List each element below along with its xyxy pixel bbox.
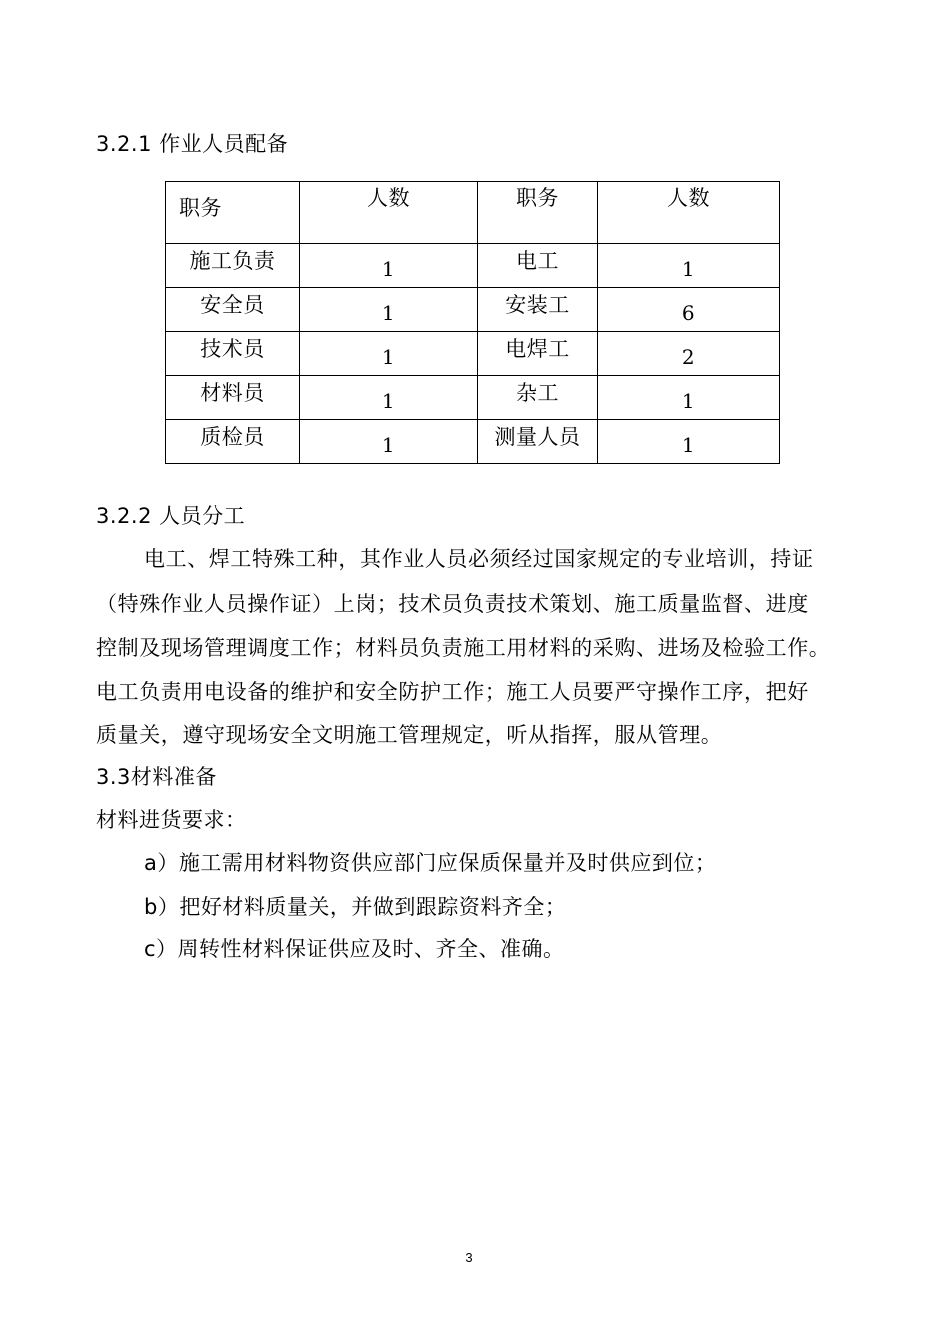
table-cell bbox=[598, 420, 780, 464]
table-row bbox=[166, 244, 780, 288]
table-cell bbox=[166, 244, 300, 288]
table-header-row bbox=[166, 182, 780, 244]
role-count: 1 bbox=[381, 345, 396, 369]
paragraph-line: 质量关，遵守现场安全文明施工管理规定，听从指挥，服从管理。 bbox=[96, 723, 723, 747]
table-header-cell bbox=[166, 182, 300, 244]
paragraph-line: 控制及现场管理调度工作；材料员负责施工用材料的采购、进场及检验工作。 bbox=[96, 636, 831, 660]
role-name: 质检员 bbox=[200, 425, 265, 449]
section-heading-division-of-labor: 3.2.2 人员分工 bbox=[96, 504, 246, 528]
table-row bbox=[166, 332, 780, 376]
table-cell bbox=[300, 332, 478, 376]
table-row bbox=[166, 420, 780, 464]
table-row bbox=[166, 288, 780, 332]
table-cell bbox=[166, 376, 300, 420]
table-cell bbox=[478, 376, 598, 420]
table-row bbox=[166, 376, 780, 420]
table-cell bbox=[598, 288, 780, 332]
role-count: 1 bbox=[381, 257, 396, 281]
role-count: 1 bbox=[681, 257, 696, 281]
table-cell bbox=[300, 288, 478, 332]
role-name: 施工负责 bbox=[189, 249, 276, 273]
role-count: 1 bbox=[681, 433, 696, 457]
table-header-cell bbox=[300, 182, 478, 244]
table-header-cell bbox=[478, 182, 598, 244]
table-cell bbox=[598, 376, 780, 420]
role-count: 1 bbox=[381, 433, 396, 457]
header-role-label: 职务 bbox=[516, 186, 559, 210]
role-name: 测量人员 bbox=[494, 425, 581, 449]
paragraph-line: 电工、焊工特殊工种，其作业人员必须经过国家规定的专业培训，持证 bbox=[144, 547, 814, 571]
header-role-label: 职务 bbox=[179, 196, 222, 220]
role-count: 1 bbox=[381, 301, 396, 325]
table-cell bbox=[598, 244, 780, 288]
paragraph-line: （特殊作业人员操作证）上岗；技术员负责技术策划、施工质量监督、进度 bbox=[96, 592, 809, 616]
role-name: 杂工 bbox=[516, 381, 559, 405]
role-name: 电焊工 bbox=[505, 337, 570, 361]
paragraph-line: 电工负责用电设备的维护和安全防护工作；施工人员要严守操作工序，把好 bbox=[96, 680, 809, 704]
list-item: c）周转性材料保证供应及时、齐全、准确。 bbox=[144, 937, 565, 961]
header-count-label: 人数 bbox=[667, 186, 710, 210]
list-item: a）施工需用材料物资供应部门应保质保量并及时供应到位； bbox=[144, 851, 717, 875]
page-number: 3 bbox=[465, 1250, 473, 1265]
role-count: 6 bbox=[681, 301, 696, 325]
table-cell bbox=[478, 288, 598, 332]
materials-intro: 材料进货要求： bbox=[96, 808, 247, 832]
table-cell bbox=[300, 376, 478, 420]
role-count: 1 bbox=[381, 389, 396, 413]
role-name: 安装工 bbox=[505, 293, 570, 317]
section-heading-staffing: 3.2.1 作业人员配备 bbox=[96, 132, 289, 156]
table-cell bbox=[478, 332, 598, 376]
table-cell bbox=[166, 420, 300, 464]
table-cell bbox=[166, 332, 300, 376]
role-name: 安全员 bbox=[200, 293, 265, 317]
staffing-table bbox=[165, 181, 780, 464]
table-cell bbox=[300, 244, 478, 288]
table-cell bbox=[478, 244, 598, 288]
table-cell bbox=[300, 420, 478, 464]
section-heading-materials: 3.3材料准备 bbox=[96, 765, 217, 789]
table-header-cell bbox=[598, 182, 780, 244]
role-count: 1 bbox=[681, 389, 696, 413]
table-cell bbox=[166, 288, 300, 332]
table-cell bbox=[598, 332, 780, 376]
role-name: 技术员 bbox=[200, 337, 265, 361]
role-name: 材料员 bbox=[200, 381, 265, 405]
role-count: 2 bbox=[681, 345, 696, 369]
table-cell bbox=[478, 420, 598, 464]
header-count-label: 人数 bbox=[367, 186, 410, 210]
role-name: 电工 bbox=[516, 249, 559, 273]
list-item: b）把好材料质量关，并做到跟踪资料齐全； bbox=[144, 895, 567, 919]
